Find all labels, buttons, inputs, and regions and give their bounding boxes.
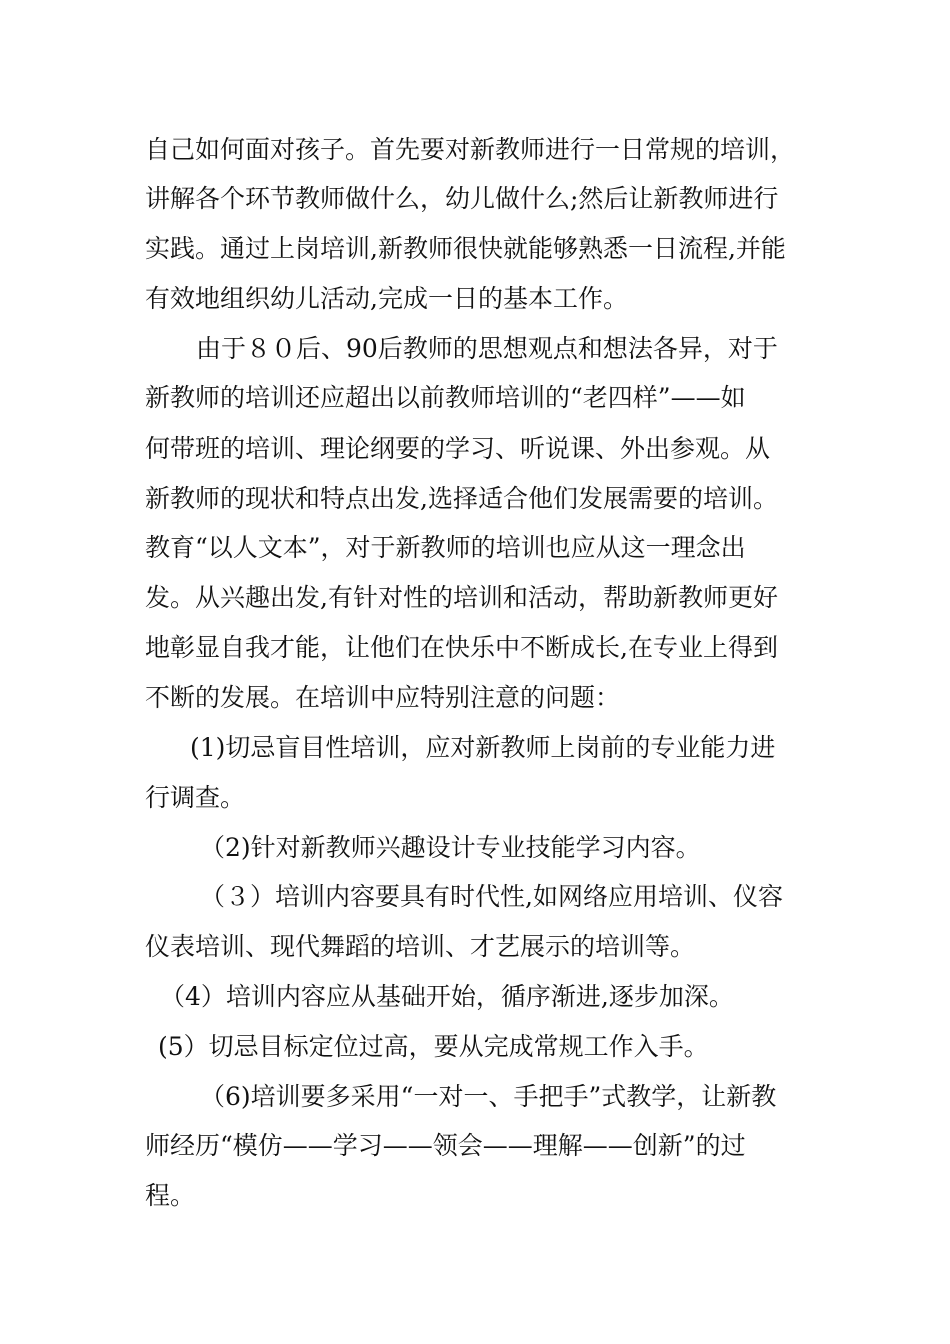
text-line-20: （6)培训要多采用“一对一、手把手”式教学，让新教 [200,1082,777,1111]
text-line-3: 实践。通过上岗培训,新教师很快就能够熟悉一日流程,并能 [145,234,786,263]
text-line-6: 新教师的培训还应超出以前教师培训的“老四样”——如 [145,383,746,412]
text-line-19: (5）切忌目标定位过高，要从完成常规工作入手。 [158,1032,709,1061]
text-line-13: (1)切忌盲目性培训，应对新教师上岗前的专业能力进 [190,733,776,762]
text-line-2: 讲解各个环节教师做什么，幼儿做什么;然后让新教师进行 [145,184,779,213]
text-line-5: 由于８０后、90后教师的思想观点和想法各异，对于 [196,334,778,363]
text-line-9: 教育“以人文本”，对于新教师的培训也应从这一理念出 [145,533,746,562]
text-line-12: 不断的发展。在培训中应特别注意的问题： [145,683,621,712]
text-line-16: （３）培训内容要具有时代性,如网络应用培训、仪容 [200,882,783,911]
text-line-11: 地彰显自我才能，让他们在快乐中不断成长,在专业上得到 [145,633,778,662]
text-line-10: 发。从兴趣出发,有针对性的培训和活动，帮助新教师更好 [145,583,778,612]
text-line-8: 新教师的现状和特点出发,选择适合他们发展需要的培训。 [145,484,778,513]
text-line-22: 程。 [145,1181,196,1210]
text-line-7: 何带班的培训、理论纲要的学习、听说课、外出参观。从 [145,434,771,463]
text-line-14: 行调查。 [145,783,246,812]
text-line-15: （2)针对新教师兴趣设计专业技能学习内容。 [200,833,701,862]
text-line-21: 师经历“模仿——学习——领会——理解——创新”的过 [145,1131,746,1160]
text-line-17: 仪表培训、现代舞蹈的培训、才艺展示的培训等。 [145,932,696,961]
text-line-1: 自己如何面对孩子。首先要对新教师进行一日常规的培训， [145,135,796,164]
text-line-4: 有效地组织幼儿活动,完成一日的基本工作。 [145,284,628,313]
text-line-18: （4）培训内容应从基础开始，循序渐进,逐步加深。 [160,982,734,1011]
